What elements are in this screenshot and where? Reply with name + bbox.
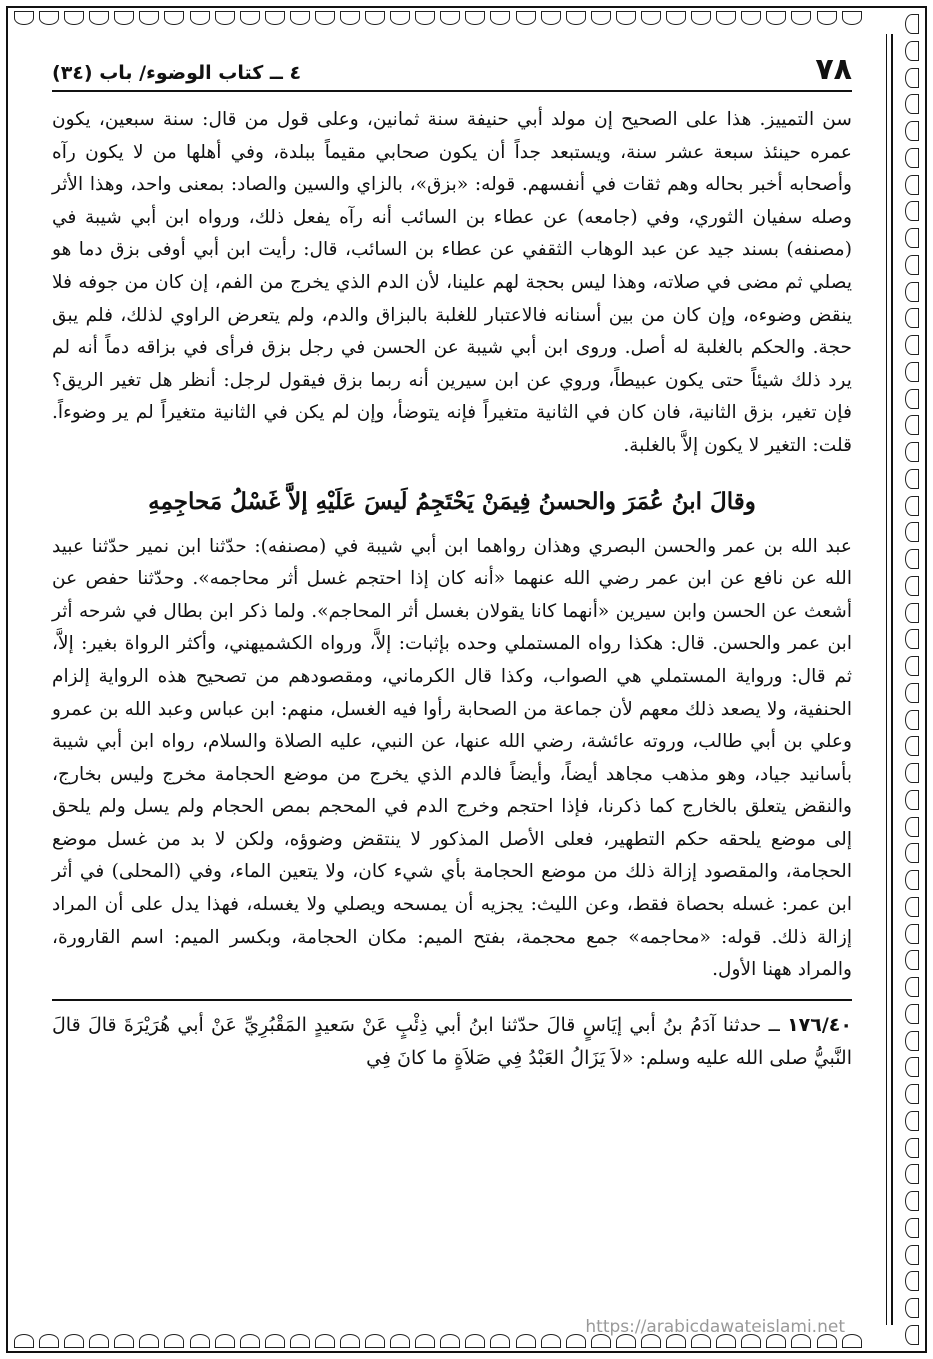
hadith-text	[52, 1009, 852, 1075]
border-scallop	[905, 308, 919, 328]
border-scallop	[139, 11, 159, 25]
page-header	[52, 48, 852, 92]
border-scallop	[905, 228, 919, 248]
border-scallop	[390, 11, 410, 25]
border-scallop	[905, 736, 919, 756]
border-scallop	[905, 817, 919, 837]
border-scallop	[190, 1334, 210, 1348]
border-scallop	[905, 148, 919, 168]
border-scallop	[516, 11, 536, 25]
border-scallop	[905, 1245, 919, 1265]
border-scallop	[240, 1334, 260, 1348]
border-scallop	[905, 977, 919, 997]
border-scallop	[905, 335, 919, 355]
border-scallop	[905, 683, 919, 703]
border-scallop	[340, 11, 360, 25]
border-scallop	[315, 1334, 335, 1348]
border-scallop	[905, 496, 919, 516]
border-scallop	[905, 1191, 919, 1211]
border-scallop	[415, 1334, 435, 1348]
border-scallop	[390, 1334, 410, 1348]
border-scallop	[905, 201, 919, 221]
border-scallop	[64, 1334, 84, 1348]
border-scallop	[215, 1334, 235, 1348]
border-scallop	[905, 950, 919, 970]
border-scallop	[817, 11, 837, 25]
border-scallop	[114, 11, 134, 25]
chapter-heading: وقالَ ابنُ عُمَرَ والحسنُ فِيمَنْ يَحْتَجِمُ لَيسَ عَلَيْهِ إلاَّ غَسْلُ مَحاجِمِهِ	[148, 487, 756, 515]
border-scallop	[905, 255, 919, 275]
border-scallop	[541, 1334, 561, 1348]
border-scallop	[905, 1164, 919, 1184]
page-content	[52, 48, 852, 1328]
border-scallop	[905, 763, 919, 783]
border-scallop	[905, 1111, 919, 1131]
border-scallop	[905, 1218, 919, 1238]
section-divider	[52, 999, 852, 1001]
border-scallop	[89, 11, 109, 25]
margin-rule-inner	[886, 34, 887, 1325]
border-scallop	[905, 1298, 919, 1318]
border-scallop	[440, 11, 460, 25]
border-scallop	[905, 549, 919, 569]
ornamental-border-right	[901, 14, 923, 1345]
border-scallop	[666, 11, 686, 25]
margin-rule	[891, 34, 893, 1325]
border-scallop	[716, 11, 736, 25]
border-scallop	[164, 1334, 184, 1348]
border-scallop	[691, 11, 711, 25]
border-scallop	[905, 1004, 919, 1024]
border-scallop	[39, 11, 59, 25]
border-scallop	[465, 11, 485, 25]
border-scallop	[89, 1334, 109, 1348]
border-scallop	[905, 870, 919, 890]
border-scallop	[315, 11, 335, 25]
border-scallop	[905, 1031, 919, 1051]
page-number: ٧٨	[815, 52, 852, 87]
border-scallop	[290, 1334, 310, 1348]
border-scallop	[905, 1325, 919, 1345]
border-scallop	[905, 1084, 919, 1104]
border-scallop	[905, 442, 919, 462]
border-scallop	[766, 11, 786, 25]
ornamental-border-top	[14, 8, 862, 30]
border-scallop	[114, 1334, 134, 1348]
border-scallop	[905, 175, 919, 195]
border-scallop	[741, 11, 761, 25]
border-scallop	[265, 11, 285, 25]
hadith-number: ١٧٦/٤٠	[787, 1013, 852, 1036]
border-scallop	[905, 1057, 919, 1077]
border-scallop	[905, 362, 919, 382]
border-scallop	[905, 282, 919, 302]
border-scallop	[440, 1334, 460, 1348]
border-scallop	[905, 389, 919, 409]
border-scallop	[905, 1271, 919, 1291]
border-scallop	[139, 1334, 159, 1348]
border-scallop	[516, 1334, 536, 1348]
border-scallop	[14, 1334, 34, 1348]
commentary-paragraph-1: سن التمييز. هذا على الصحيح إن مولد أبي حنيفة سنة ثمانين، وعلى قول من قال: سنة سبعين، يكون عمره حينئذ سبعة عشر سنة، ويستبعد جداً أن يكون صحابي مقيماً ببلدة، وفي أهلها من لا يكون رآه وأصحابه أخبر بحاله وهم ثقات في أنفسهم. قوله: «بزق»، بالزاي والسين والصاد: بمعنى واحد، وهذا الأثر وصله سفيان الثوري، وفي (جامعه) عن عطاء بن السائب أنه رآه يفعل ذلك، ورواه ابن أبي شيبة في (مصنفه) بسند جيد عن عبد الوهاب الثقفي عن عطاء بن السائب، قال: رأيت ابن أبي أوفى بزق دما هو يصلي ثم مضى في صلاته، وهذا ليس بحجة لهم علينا، لأن الدم الذي يخرج من الفم، إن كان من جوفه فلا ينقض وضوءه، وإن كان من بين أسنانه فالاعتبار للغلبة بالبزاق والدم، ولم يتعرض الراوي لذلك، فلم يبق حجة. والحكم بالغلبة له أصل. وروى ابن أبي شيبة عن الحسن في رجل بزق فرأى في بزاقه دماً أنه لم يرد ذلك شيئاً حتى يكون عبيطاً، وروي عن ابن سيرين أنه ربما بزق فيقول لرجل: أنظر هل تغير الريق؟ فإن تغير، بزق الثانية، فان كان في الثانية متغيراً فإنه يتوضأ، وإن لم يكن في الثانية متغيراً لم ير وضوءاً. قلت: التغير لا يكون إلاَّ بالغلبة.	[52, 109, 852, 456]
border-scallop	[905, 121, 919, 141]
border-scallop	[905, 14, 919, 34]
border-scallop	[905, 94, 919, 114]
border-scallop	[591, 11, 611, 25]
border-scallop	[415, 11, 435, 25]
border-scallop	[905, 843, 919, 863]
border-scallop	[905, 710, 919, 730]
border-scallop	[64, 11, 84, 25]
border-scallop	[164, 11, 184, 25]
border-scallop	[905, 522, 919, 542]
border-scallop	[215, 11, 235, 25]
border-scallop	[905, 576, 919, 596]
border-scallop	[905, 629, 919, 649]
border-scallop	[566, 1334, 586, 1348]
border-scallop	[39, 1334, 59, 1348]
border-scallop	[641, 11, 661, 25]
watermark-url[interactable]: https://arabicdawateislami.net	[585, 1317, 845, 1337]
border-scallop	[490, 1334, 510, 1348]
border-scallop	[905, 924, 919, 944]
border-scallop	[905, 897, 919, 917]
border-scallop	[490, 11, 510, 25]
border-scallop	[340, 1334, 360, 1348]
border-scallop	[905, 656, 919, 676]
border-scallop	[905, 415, 919, 435]
border-scallop	[791, 11, 811, 25]
border-scallop	[566, 11, 586, 25]
border-scallop	[905, 469, 919, 489]
border-scallop	[905, 1138, 919, 1158]
border-scallop	[190, 11, 210, 25]
border-scallop	[541, 11, 561, 25]
border-scallop	[365, 11, 385, 25]
border-scallop	[905, 603, 919, 623]
border-scallop	[14, 11, 34, 25]
commentary-paragraph-2: عبد الله بن عمر والحسن البصري وهذان رواهما ابن أبي شيبة في (مصنفه): حدّثنا ابن نمير حدّثنا عبيد الله عن نافع عن ابن عمر رضي الله عنهما «أنه كان إذا احتجم غسل أثر محاجمه». وحدّثنا حفص عن أشعث عن الحسن وابن سيرين «أنهما كانا يقولان بغسل أثر المحاجم». ولما ذكر ابن بطال في شرحه أثر ابن عمر والحسن. قال: هكذا رواه المستملي وحده بإثبات: إلاَّ، ورواه الكشميهني، وأكثر الرواة بغير: إلاَّ، ثم قال: ورواية المستملي هي الصواب، وكذا قال الكرماني، ومقصودهم من تصحيح هذه الرواية إلزام الحنفية، ولا يصعد ذلك معهم لأن جماعة من الصحابة رأوا فيه الغسل، منهم: ابن عباس وعبد الله بن عمرو وعلي بن أبي طالب، وروته عائشة، رضي الله عنها، عن النبي، عليه الصلاة والسلام، رواه ابن أبي شيبة بأسانيد جياد، وهو مذهب مجاهد أيضاً، وأيضاً فالدم الذي يخرج من موضع الحجامة مخرج وليس بخارج، والنقض يتعلق بالخارج كما ذكرنا، فإذا احتجم وخرج الدم في المحجم بمص الحجام ولم يسل ولم يلحق إلى موضع يلحقه حكم التطهير، فعلى الأصل المذكور لا ينتقض وضوؤه، ولكن لا بد من غسل موضع الحجامة، والمقصود إزالة ذلك من موضع الحجامة بأي شيء كان، ولا يتعين الماء، وفي (المحلى) في أثر ابن عمر: غسله بحصاة فقط، وعن الليث: يجزيه أن يمسحه ويصلي ولا يغسله، فهذا يدل على أن المراد إزالة ذلك. قوله: «محاجمه» جمع محجمة، بفتح الميم: مكان الحجامة، وبكسر الميم: اسم القارورة، والمراد ههنا الأول.	[52, 535, 852, 981]
border-scallop	[905, 68, 919, 88]
border-scallop	[616, 11, 636, 25]
border-scallop	[465, 1334, 485, 1348]
border-scallop	[905, 41, 919, 61]
border-scallop	[905, 790, 919, 810]
border-scallop	[365, 1334, 385, 1348]
border-scallop	[265, 1334, 285, 1348]
border-scallop	[240, 11, 260, 25]
border-scallop	[842, 11, 862, 25]
running-head: ٤ ــ كتاب الوضوء/ باب (٣٤)	[52, 62, 302, 84]
hadith-body: ــ حدثنا آدَمُ بنُ أبي إيَاسٍ قالَ حدّثنا ابنُ أبي ذِئْبٍ عَنْ سَعيدٍ المَقْبُرِيِّ عَنْ أبي هُرَيْرَةَ قالَ قالَ النَّبيُّ صلى الله عليه وسلم: «لاَ يَزَالُ العَبْدُ فِي صَلاَةٍ ما كانَ فِي	[52, 1013, 852, 1069]
border-scallop	[290, 11, 310, 25]
